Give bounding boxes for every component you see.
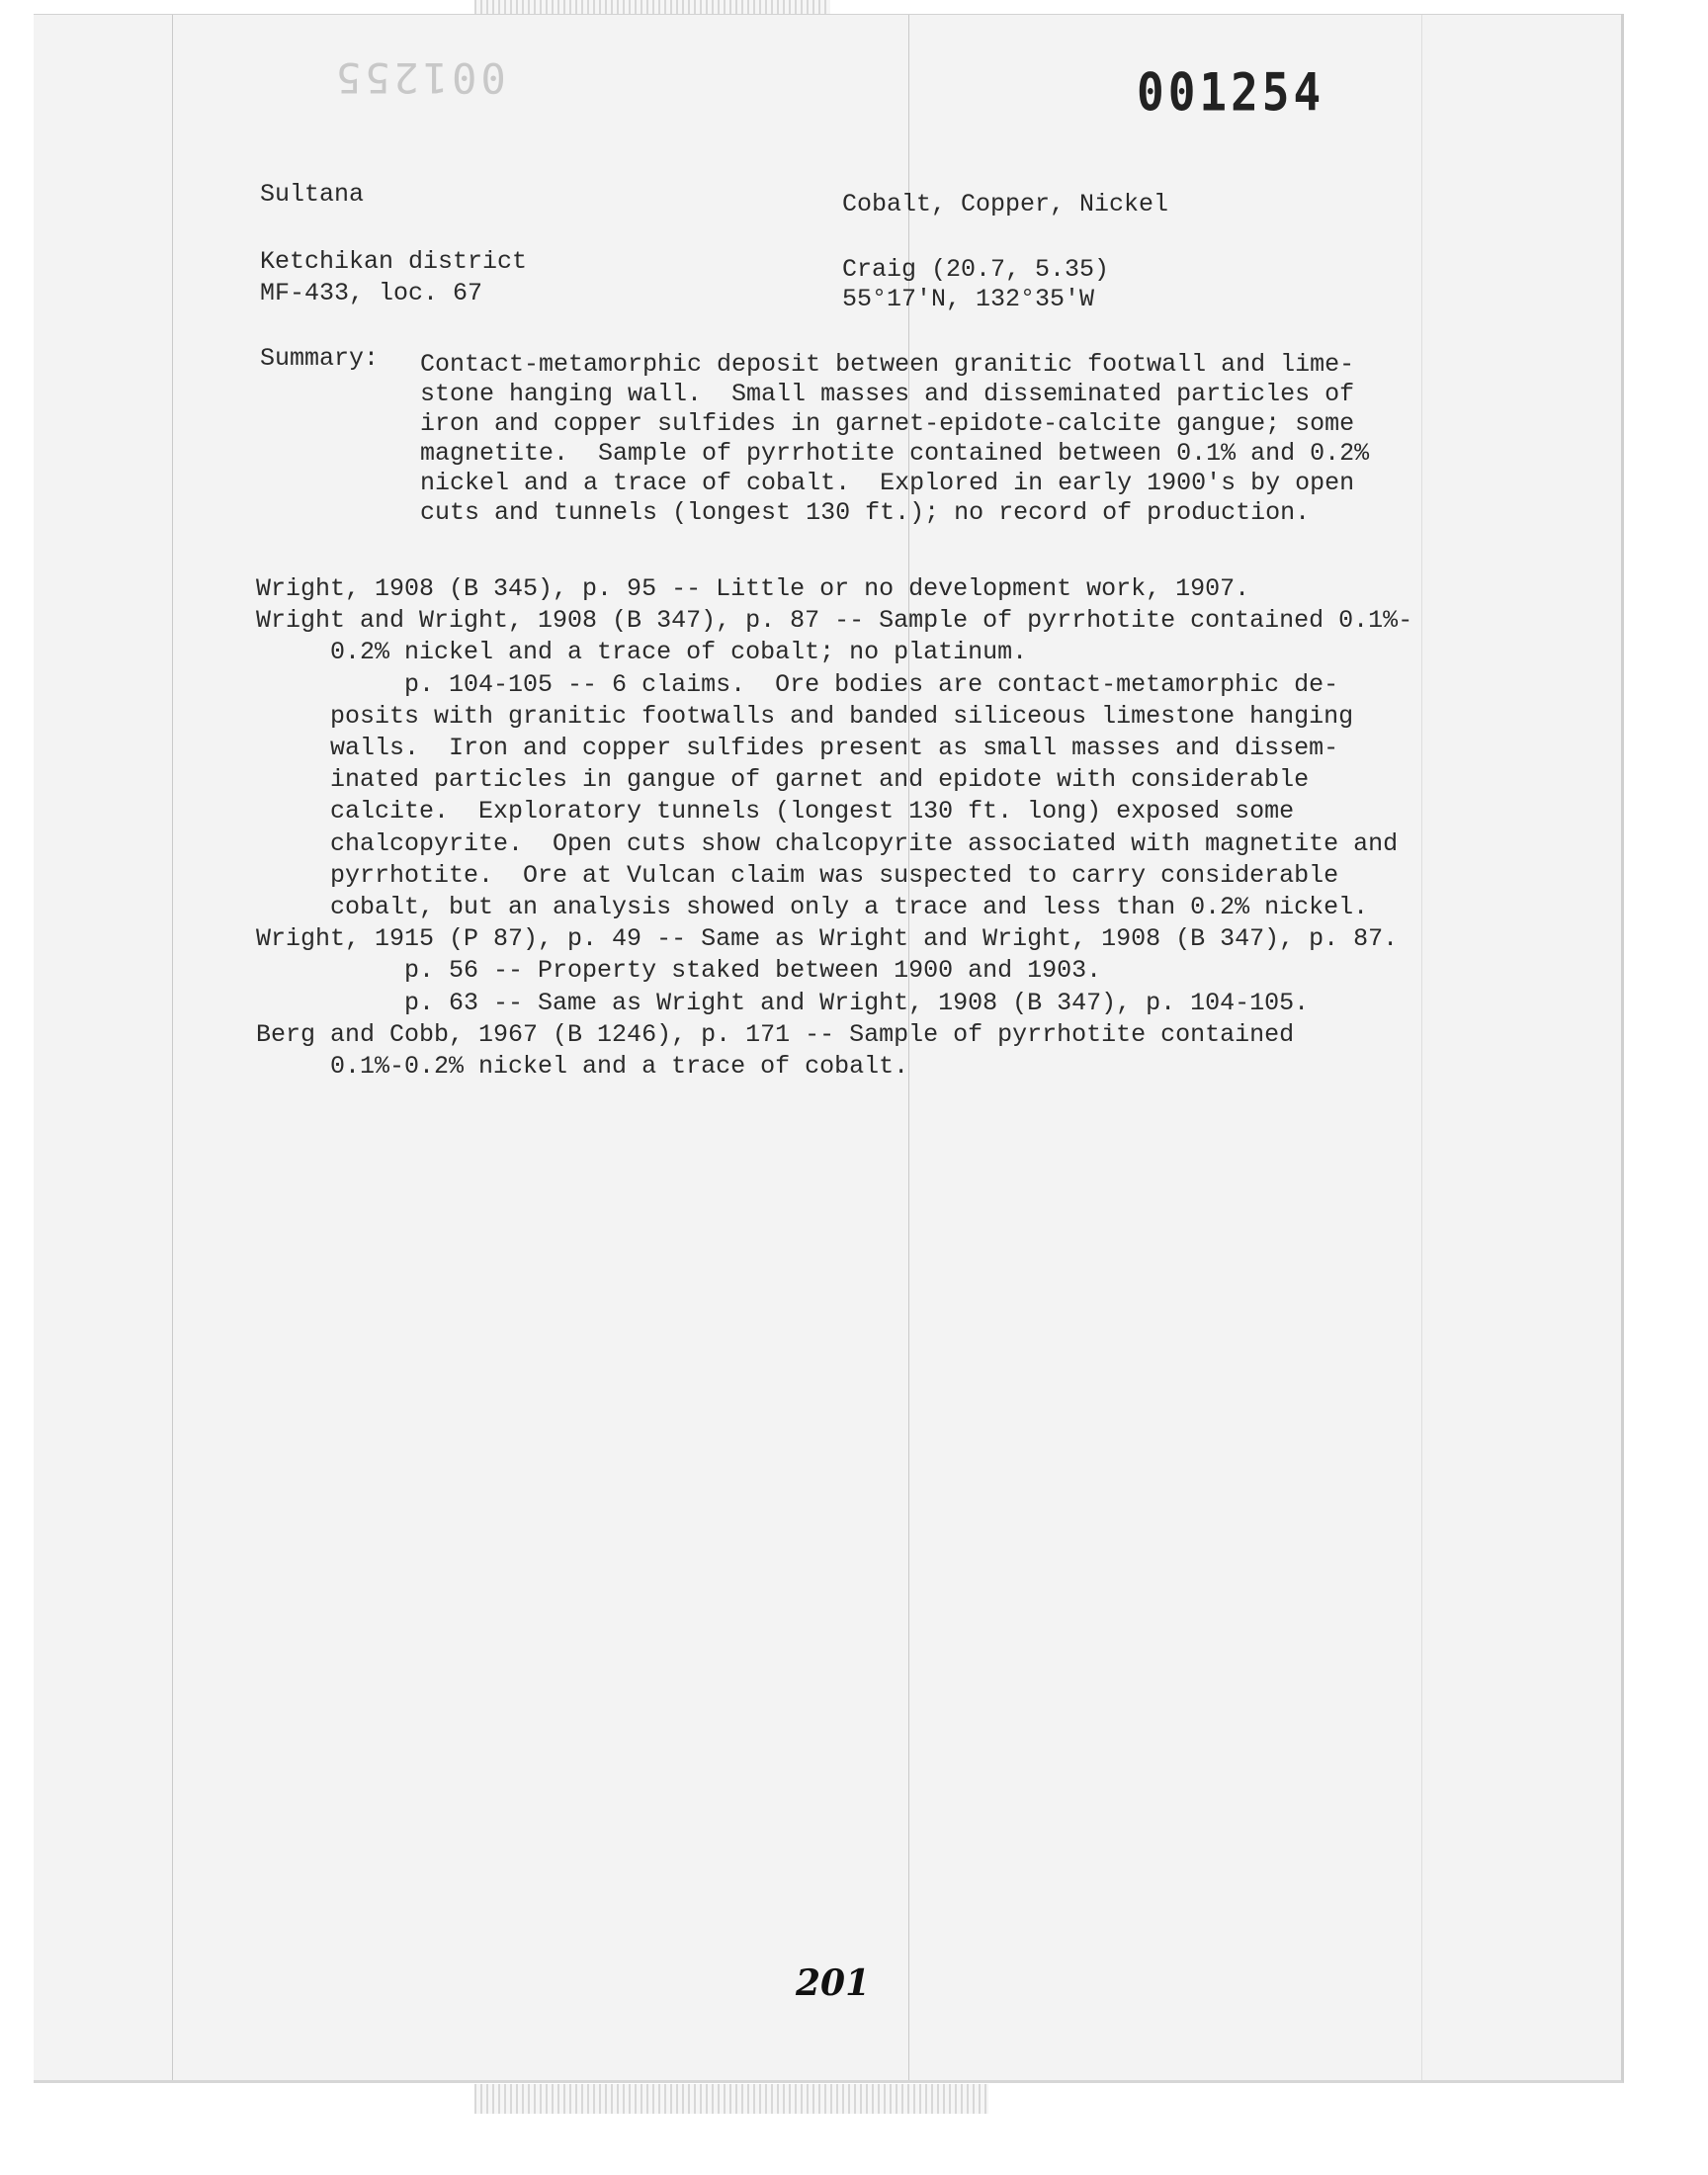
scan-artifact-line — [1421, 14, 1422, 2080]
reference-line: pyrrhotite. Ore at Vulcan claim was suspected to carry considerable — [256, 860, 1339, 890]
coordinates: 55°17'N, 132°35'W — [842, 285, 1095, 313]
summary-line: Contact-metamorphic deposit between granitic footwall and lime- — [420, 350, 1355, 379]
reference-line: p. 56 -- Property staked between 1900 and 1903. — [256, 956, 1102, 986]
stamp-number: 001254 — [1137, 61, 1325, 124]
handwritten-page-number: 201 — [796, 1962, 871, 2004]
summary-line: nickel and a trace of cobalt. Explored in early 1900's by open — [420, 469, 1355, 497]
reference-line: 0.1%-0.2% nickel and a trace of cobalt. — [256, 1052, 909, 1082]
summary-line: magnetite. Sample of pyrrhotite contained between 0.1% and 0.2% — [420, 439, 1370, 468]
scan-artifact-line — [172, 14, 173, 2080]
reference-line: posits with granitic footwalls and banded siliceous limestone hanging — [256, 701, 1354, 731]
scan-artifact-bar — [474, 2084, 988, 2114]
ghost-stamp-number: 001255 — [332, 53, 506, 102]
summary-label: Summary: — [260, 344, 380, 373]
commodities: Cobalt, Copper, Nickel — [842, 190, 1169, 218]
reference-line: cobalt, but an analysis showed only a trace and less than 0.2% nickel. — [256, 893, 1369, 922]
reference-line: Berg and Cobb, 1967 (B 1246), p. 171 -- Sample of pyrrhotite contained — [256, 1019, 1295, 1049]
references-list — [256, 573, 1412, 1083]
reference-line: p. 63 -- Same as Wright and Wright, 1908 (B 347), p. 104-105. — [256, 988, 1310, 1017]
reference-line: chalcopyrite. Open cuts show chalcopyrite associated with magnetite and — [256, 828, 1399, 858]
map-location: MF-433, loc. 67 — [260, 279, 483, 307]
summary-line: stone hanging wall. Small masses and disseminated particles of — [420, 380, 1355, 408]
reference-line: 0.2% nickel and a trace of cobalt; no platinum. — [256, 638, 1028, 667]
district: Ketchikan district — [260, 247, 528, 276]
summary-text — [420, 350, 1369, 528]
reference-line: walls. Iron and copper sulfides present as small masses and dissem- — [256, 734, 1339, 763]
scan-artifact-line — [34, 14, 1621, 15]
reference-line: Wright, 1908 (B 345), p. 95 -- Little or no development work, 1907. — [256, 574, 1250, 603]
reference-line: calcite. Exploratory tunnels (longest 130 ft. long) exposed some — [256, 797, 1295, 826]
summary-line: iron and copper sulfides in garnet-epidote-calcite gangue; some — [420, 409, 1355, 438]
summary-line: cuts and tunnels (longest 130 ft.); no record of production. — [420, 498, 1311, 527]
deposit-name: Sultana — [260, 180, 365, 209]
reference-line: Wright, 1915 (P 87), p. 49 -- Same as Wright and Wright, 1908 (B 347), p. 87. — [256, 924, 1399, 954]
scan-artifact-bar — [474, 0, 830, 14]
reference-line: inated particles in gangue of garnet and epidote with considerable — [256, 765, 1310, 795]
reference-line: p. 104-105 -- 6 claims. Ore bodies are contact-metamorphic de- — [256, 669, 1339, 699]
reference-line: Wright and Wright, 1908 (B 347), p. 87 -- Sample of pyrrhotite contained 0.1%- — [256, 606, 1413, 636]
quadrangle: Craig (20.7, 5.35) — [842, 255, 1110, 284]
